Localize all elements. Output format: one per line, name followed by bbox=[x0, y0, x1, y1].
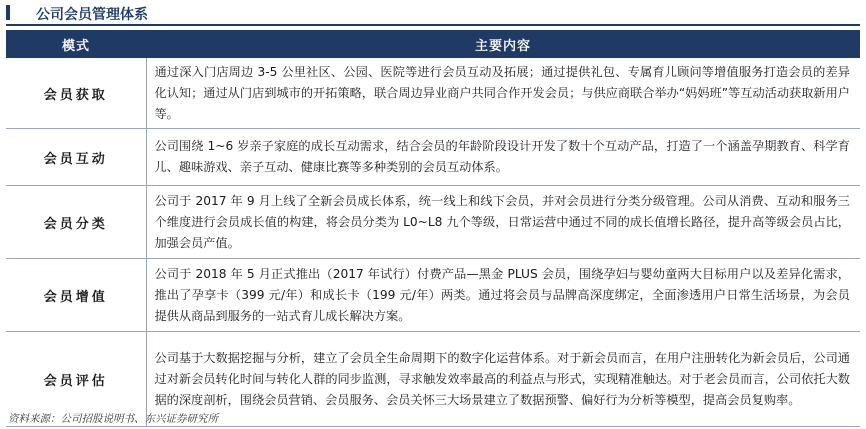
row-mode: 会员增值 bbox=[6, 259, 146, 332]
row-content: 公司基于大数据挖掘与分析，建立了会员全生命周期下的数字化运营体系。对于新会员而言，在用户注册转化为新会员后，公司通过对新会员转化时间与转化人群的同步监测，寻求触发效率最高的利益点与形式，实现精准触达。对于老会员而言，公司依托大数据的深度剖析，围绕会员营销、会员服务、会员关怀三大场景建立了数据预警、偏好行为分析等模型，提高会员复购率。 bbox=[146, 332, 860, 427]
row-mode: 会员分类 bbox=[6, 186, 146, 259]
row-mode: 会员获取 bbox=[6, 58, 146, 129]
membership-table bbox=[6, 30, 860, 427]
table-row bbox=[6, 259, 860, 332]
row-content: 公司于 2017 年 9 月上线了全新会员成长体系，统一线上和线下会员，并对会员进行分类分级管理。公司从消费、互动和服务三个维度进行会员成长值的构建，将会员分类为 L0~L8 九个等级，日常运营中通过不同的成长值增长路径，提升高等级会员占比，加强会员产值。 bbox=[146, 186, 860, 259]
row-mode: 会员评估 bbox=[6, 332, 146, 427]
table-row bbox=[6, 58, 860, 129]
title-rule bbox=[6, 24, 860, 26]
row-content: 公司于 2018 年 5 月正式推出（2017 年试行）付费产品—黑金 PLUS 会员，围绕孕妇与婴幼童两大目标用户以及差异化需求，推出了孕享卡（399 元/年）和成长卡（199 元/年）两类。通过将会员与品牌高深度绑定，全面渗透用户日常生活场景，为会员提供从商品到服务的一站式育儿成长解决方案。 bbox=[146, 259, 860, 332]
row-content: 通过深入门店周边 3-5 公里社区、公园、医院等进行会员互动及拓展；通过提供礼包、专属育儿顾问等增值服务打造会员的差异化认知；通过从门店到城市的开拓策略，联合周边异业商户共同合作开发会员；与供应商联合举办“妈妈班”等互动活动获取新用户等。 bbox=[146, 58, 860, 129]
table-row bbox=[6, 186, 860, 259]
header-mode: 模式 bbox=[6, 30, 146, 58]
row-mode: 会员互动 bbox=[6, 129, 146, 186]
source-note: 资料来源：公司招股说明书、东兴证券研究所 bbox=[8, 413, 218, 425]
table-row bbox=[6, 129, 860, 186]
header-content: 主要内容 bbox=[146, 30, 860, 58]
row-content: 公司围绕 1~6 岁亲子家庭的成长互动需求，结合会员的年龄阶段设计开发了数十个互动产品，打造了一个涵盖孕期教育、科学育儿、趣味游戏、亲子互动、健康比赛等多种类别的会员互动体系。 bbox=[146, 129, 860, 186]
page-title: 公司会员管理体系 bbox=[36, 7, 148, 23]
title-accent-mark bbox=[6, 5, 10, 20]
title-bar bbox=[0, 0, 866, 26]
table-header-row bbox=[6, 30, 860, 58]
